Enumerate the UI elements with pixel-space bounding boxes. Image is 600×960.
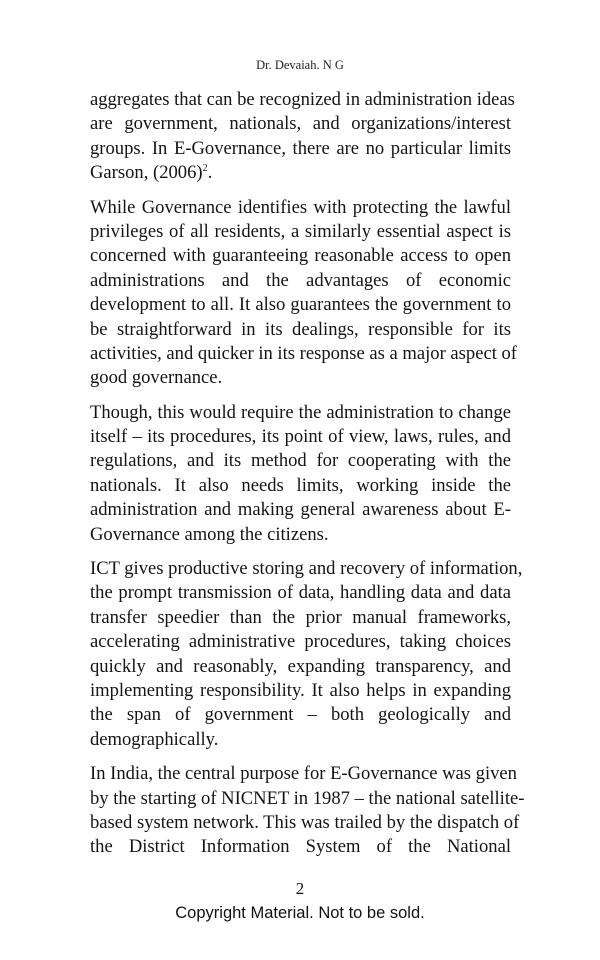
- text-line: the span of government – both geologically and: [90, 704, 511, 726]
- text-line: Though, this would require the administration to change: [90, 401, 511, 423]
- text-line: by the starting of NICNET in 1987 – the national satellite-: [90, 787, 525, 809]
- citation-text: Garson, (2006): [90, 162, 203, 184]
- paragraph-4: [90, 557, 523, 752]
- text-line: [90, 161, 511, 185]
- text-line: While Governance identifies with protecting the lawful: [90, 196, 511, 218]
- text-line: implementing responsibility. It also helps in expanding: [90, 679, 511, 701]
- text-line: the prompt transmission of data, handling data and data: [90, 582, 511, 604]
- text-line: are government, nationals, and organizations/interest: [90, 113, 511, 135]
- text-line: development to all. It also guarantees the government to: [90, 294, 511, 316]
- paragraph-2: [90, 196, 518, 391]
- text-line: In India, the central purpose for E-Governance was given: [90, 763, 517, 785]
- text-line: concerned with guaranteeing reasonable access to open: [90, 245, 511, 267]
- paragraph-1: [90, 88, 515, 186]
- text-line: itself – its procedures, its point of view, laws, rules, and: [90, 426, 511, 448]
- text-line: administration and making general awareness about E-: [90, 499, 511, 521]
- text-line: privileges of all residents, a similarly essential aspect is: [90, 220, 511, 242]
- text-line: aggregates that can be recognized in administration ideas: [90, 89, 515, 110]
- text-line: regulations, and its method for cooperating with the: [90, 450, 511, 472]
- running-header: Dr. Devaiah. N G: [256, 58, 344, 72]
- text-line: nationals. It also needs limits, working inside the: [90, 474, 511, 496]
- text-line: activities, and quicker in its response as a major aspect of: [90, 342, 518, 364]
- paragraph-3: [90, 401, 511, 547]
- text-line: transfer speedier than the prior manual frameworks,: [90, 606, 511, 628]
- text-line: groups. In E-Governance, there are no particular limits: [90, 137, 511, 159]
- text-line: good governance.: [90, 367, 223, 389]
- text-line: demographically.: [90, 728, 219, 750]
- paragraph-5: [90, 762, 525, 860]
- body-text: [90, 88, 525, 870]
- text-line: ICT gives productive storing and recovery of information,: [90, 558, 523, 580]
- text-line: the District Information System of the National: [90, 836, 511, 858]
- text-line: quickly and reasonably, expanding transparency, and: [90, 655, 511, 677]
- text-line: accelerating administrative procedures, taking choices: [90, 631, 511, 653]
- trailing-punct: .: [207, 162, 213, 184]
- text-line: administrations and the advantages of economic: [90, 269, 511, 291]
- copyright-notice: Copyright Material. Not to be sold.: [175, 904, 425, 922]
- text-line: Governance among the citizens.: [90, 523, 329, 545]
- page-number: 2: [295, 879, 305, 898]
- footnote-ref[interactable]: 2: [202, 163, 208, 175]
- text-line: be straightforward in its dealings, responsible for its: [90, 318, 511, 340]
- text-line: based system network. This was trailed by the dispatch of: [90, 811, 520, 833]
